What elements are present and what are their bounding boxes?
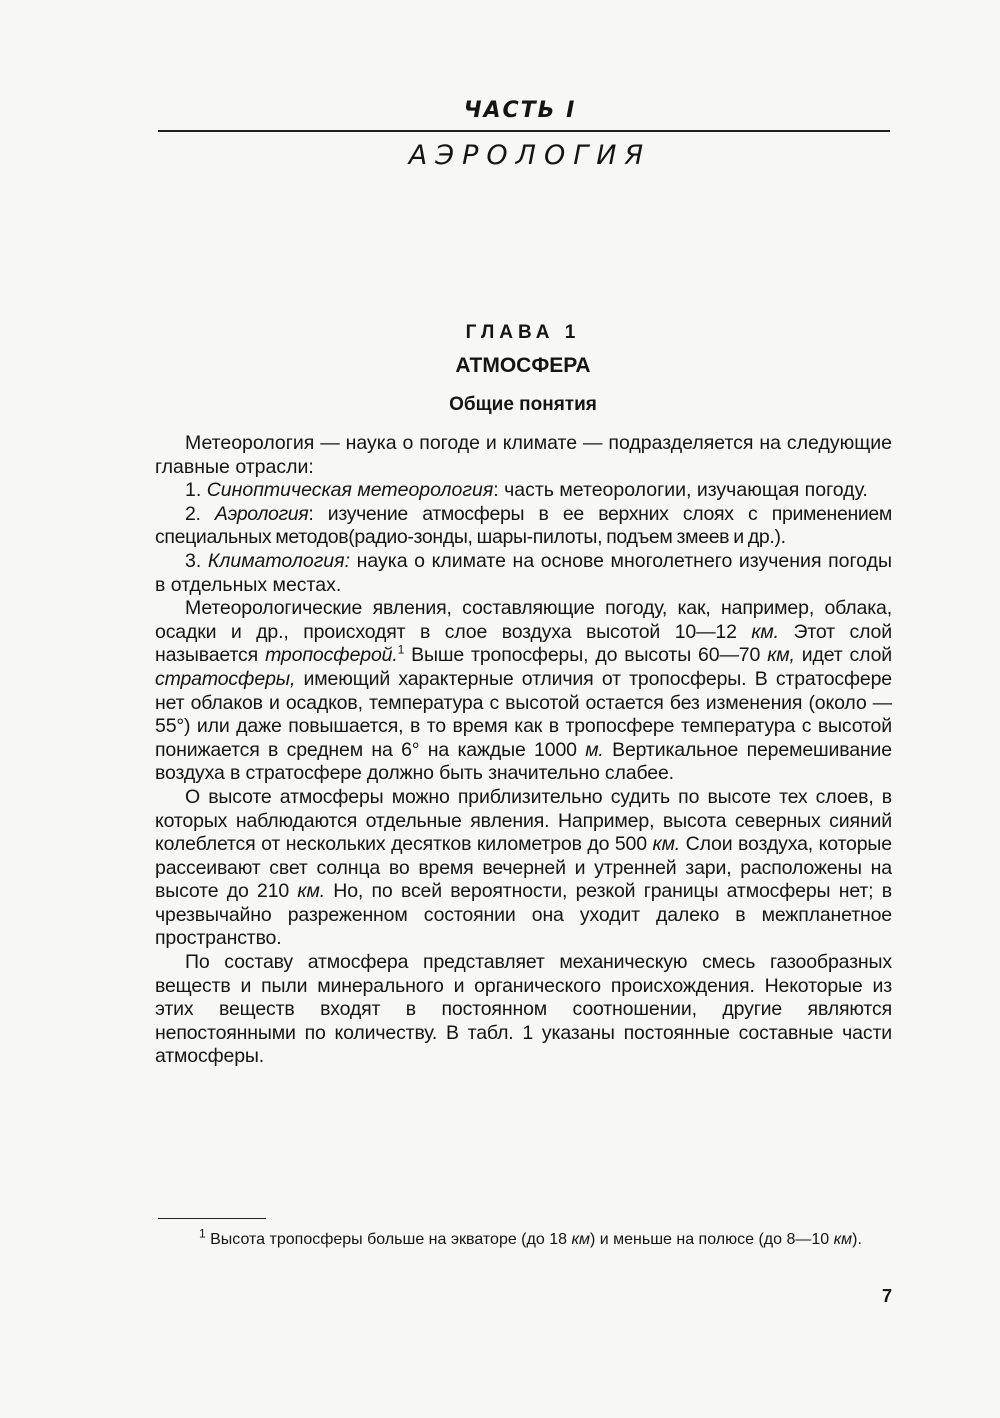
term-stratosphere: стратосферы, [155, 667, 296, 690]
paragraph-intro: Метеорология — наука о погоде и климате — подразделяется на следующие главные отрасли: [155, 432, 892, 478]
term-climatology: Климатология: [207, 549, 350, 572]
term-aerology: Аэрология [214, 502, 309, 525]
part-divider [158, 130, 890, 132]
chapter-title: АТМОСФЕРА [455, 354, 591, 377]
term-troposphere: тропосферой. [265, 644, 398, 667]
list-item-aerology: 2. Аэрология: изучение атмосферы в ее верхних слоях с применением специальных методов(радио-зонды, шары-пилоты, подъем змеев и др.). [155, 502, 892, 549]
footnote-divider [158, 1218, 266, 1219]
part-label: ЧАСТЬ I [463, 98, 577, 123]
footnote-reference[interactable]: 1 [397, 642, 405, 657]
paragraph-composition: По составу атмосфера представляет механическую смесь газообразных веществ и пыли минерального и органического происхождения. Некоторые из этих веществ входят в постоянном соотношении, другие являются непостоянными по количеству. В табл. 1 указаны постоянные составные части атмосферы. [155, 951, 892, 1068]
chapter-label: ГЛАВА 1 [465, 322, 581, 343]
footnote: $^1$ Высота тропосферы больше на экваторе (до 18 км) и меньше на полюсе (до 8—10 км). [199, 1226, 862, 1248]
list-item-synoptic: 1. Синоптическая метеорология: часть метеорологии, изучающая погоду. [185, 479, 868, 502]
list-item-climatology: 3. Климатология: наука о климате на основе многолетнего изучения погоды в отдельных местах. [155, 549, 892, 596]
body-text [155, 432, 892, 1069]
page-number: 7 [881, 1286, 892, 1306]
part-title: АЭРОЛОГИЯ [408, 140, 652, 171]
footnote-marker: 1 [199, 1226, 206, 1241]
term-synoptic-meteorology: Синоптическая метеорология [206, 479, 494, 502]
section-title: Общие понятия [449, 394, 597, 415]
paragraph-troposphere: Метеорологические явления, составляющие погоду, как, например, облака, осадки и др., происходят в слое воздуха высотой 10—12 км. Этот слой называется тропосферой.$^1$ Выше тропосферы, до высоты 60—70 км, идет слой стратосферы, имеющий характерные отличия от тропосферы. В стратосфере нет облаков и осадков, температура с высотой остается без изменения (около —55°) или даже повышается, в то время как в тропосфере температура с высотой понижается в среднем на 6° на каждые 1000 м. Вертикальное перемешивание воздуха в стратосфере должно быть значительно слабее. [155, 597, 893, 785]
paragraph-atmosphere-height: О высоте атмосферы можно приблизительно судить по высоте тех слоев, в которых наблюдаются отдельные явления. Например, высота северных сияний колеблется от нескольких десятков километров до 500 км. Слои воздуха, которые рассеивают свет солнца во время вечерней и утренней зари, расположены на высоте до 210 км. Но, по всей вероятности, резкой границы атмосферы нет; в чрезвычайно разреженном состоянии она уходит далеко в межпланетное пространство. [155, 785, 892, 950]
